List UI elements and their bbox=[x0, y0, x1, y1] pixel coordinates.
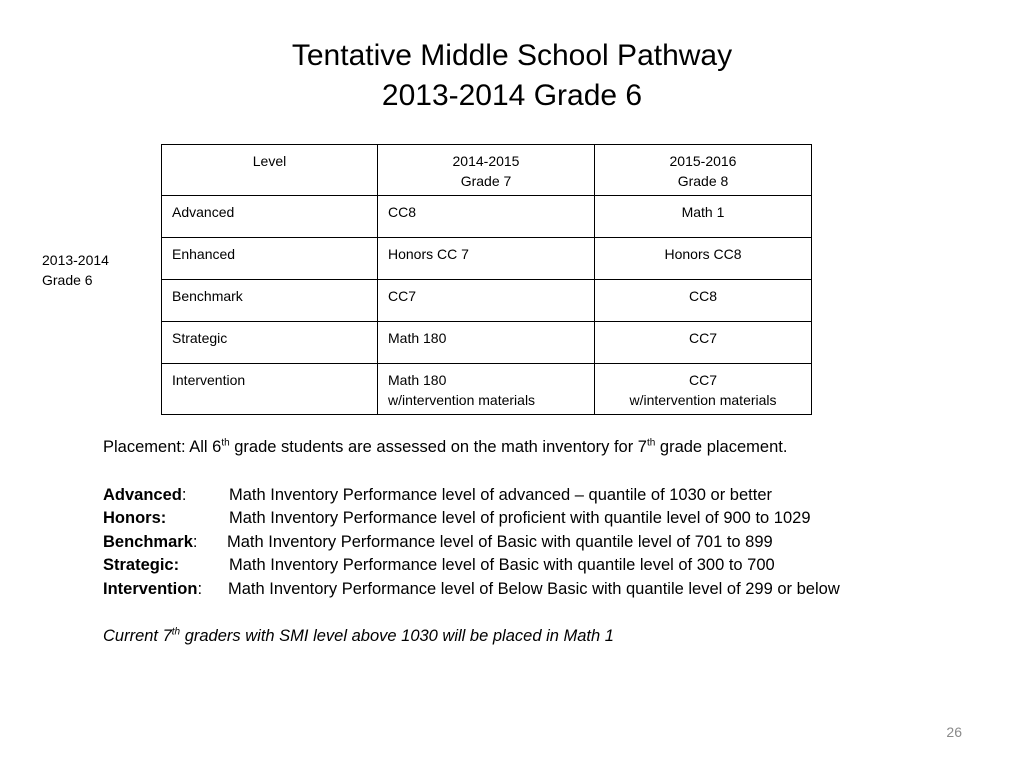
note-pre: Current 7 bbox=[103, 627, 172, 645]
criteria-label: Intervention bbox=[103, 579, 198, 598]
cell-grade8 bbox=[595, 196, 812, 238]
criteria-intervention bbox=[103, 578, 840, 602]
title-line-2: 2013-2014 Grade 6 bbox=[381, 79, 643, 112]
grade7-text: CC7 bbox=[388, 288, 417, 304]
cell-grade7 bbox=[378, 238, 595, 280]
header-grade7-grade: Grade 7 bbox=[460, 173, 512, 189]
grade7-text: Honors CC 7 bbox=[388, 246, 469, 262]
grade7-text: Math 180 bbox=[388, 330, 447, 346]
row-group-label bbox=[42, 250, 109, 290]
title-line-1: Tentative Middle School Pathway bbox=[291, 39, 733, 72]
page-number: 26 bbox=[946, 724, 962, 740]
criteria-strategic bbox=[103, 554, 840, 578]
cell-grade7 bbox=[378, 322, 595, 364]
placement-pre: Placement: All 6 bbox=[103, 438, 222, 456]
cell-grade7 bbox=[378, 196, 595, 238]
side-label-year: 2013-2014 bbox=[42, 252, 109, 268]
note-sup: th bbox=[171, 626, 181, 638]
criteria-honors bbox=[103, 507, 840, 531]
grade8-text: CC7 bbox=[688, 330, 717, 346]
criteria-text: Math Inventory Performance level of Below Basic with quantile level of 299 or below bbox=[228, 579, 840, 598]
cell-grade8 bbox=[595, 322, 812, 364]
grade7-subtext: w/intervention materials bbox=[388, 392, 536, 408]
smi-note bbox=[103, 625, 840, 649]
placement-sup2: th bbox=[646, 437, 656, 449]
placement-post: grade placement. bbox=[655, 438, 788, 456]
criteria-label: Advanced bbox=[103, 485, 182, 504]
criteria-text: Math Inventory Performance level of Basic with quantile level of 701 to 899 bbox=[227, 532, 773, 551]
criteria-label: Benchmark bbox=[103, 532, 193, 551]
grade8-text: CC8 bbox=[688, 288, 717, 304]
grade7-text: Math 180 bbox=[388, 372, 447, 388]
table-row bbox=[162, 238, 812, 280]
grade8-subtext: w/intervention materials bbox=[629, 392, 777, 408]
cell-level bbox=[162, 322, 378, 364]
criteria-colon: : bbox=[181, 485, 187, 504]
table-row bbox=[162, 280, 812, 322]
header-grade8-grade: Grade 8 bbox=[677, 173, 729, 189]
table-row bbox=[162, 322, 812, 364]
grade8-text: CC7 bbox=[688, 372, 717, 388]
header-grade7-year: 2014-2015 bbox=[452, 153, 520, 169]
slide-title bbox=[0, 36, 1024, 116]
level-text: Benchmark bbox=[172, 288, 243, 304]
pathway-table bbox=[161, 144, 812, 415]
placement-sup1: th bbox=[221, 437, 230, 449]
level-text: Enhanced bbox=[172, 246, 236, 262]
cell-grade8 bbox=[595, 280, 812, 322]
table-header-row bbox=[162, 145, 812, 196]
header-level-line1: Level bbox=[252, 153, 287, 169]
level-text: Advanced bbox=[172, 204, 235, 220]
header-grade7 bbox=[378, 145, 595, 196]
header-grade8-year: 2015-2016 bbox=[669, 153, 737, 169]
cell-grade8 bbox=[595, 238, 812, 280]
grade7-text: CC8 bbox=[388, 204, 417, 220]
criteria-text: Math Inventory Performance level of proficient with quantile level of 900 to 1029 bbox=[229, 509, 811, 527]
side-label-grade: Grade 6 bbox=[42, 272, 93, 288]
grade8-text: Honors CC8 bbox=[664, 246, 742, 262]
criteria-text: Math Inventory Performance level of advanced – quantile of 1030 or better bbox=[229, 485, 772, 504]
placement-statement bbox=[103, 436, 840, 460]
criteria-label: Honors: bbox=[103, 509, 167, 527]
table-row bbox=[162, 196, 812, 238]
cell-grade8 bbox=[595, 364, 812, 415]
header-level bbox=[162, 145, 378, 196]
criteria-colon: : bbox=[197, 579, 203, 598]
header-grade8 bbox=[595, 145, 812, 196]
cell-grade7 bbox=[378, 280, 595, 322]
cell-grade7 bbox=[378, 364, 595, 415]
criteria-benchmark bbox=[103, 531, 840, 555]
cell-level bbox=[162, 196, 378, 238]
criteria-advanced bbox=[103, 484, 840, 508]
grade8-text: Math 1 bbox=[681, 204, 725, 220]
criteria-colon: : bbox=[192, 532, 198, 551]
cell-level bbox=[162, 238, 378, 280]
placement-notes bbox=[103, 436, 840, 649]
level-text: Intervention bbox=[172, 372, 246, 388]
criteria-label: Strategic: bbox=[103, 556, 180, 574]
criteria-text: Math Inventory Performance level of Basic with quantile level of 300 to 700 bbox=[229, 556, 775, 574]
cell-level bbox=[162, 364, 378, 415]
note-post: graders with SMI level above 1030 will be placed in Math 1 bbox=[180, 627, 614, 645]
cell-level bbox=[162, 280, 378, 322]
level-text: Strategic bbox=[172, 330, 228, 346]
placement-mid: grade students are assessed on the math inventory for 7 bbox=[229, 438, 647, 456]
table-row bbox=[162, 364, 812, 415]
